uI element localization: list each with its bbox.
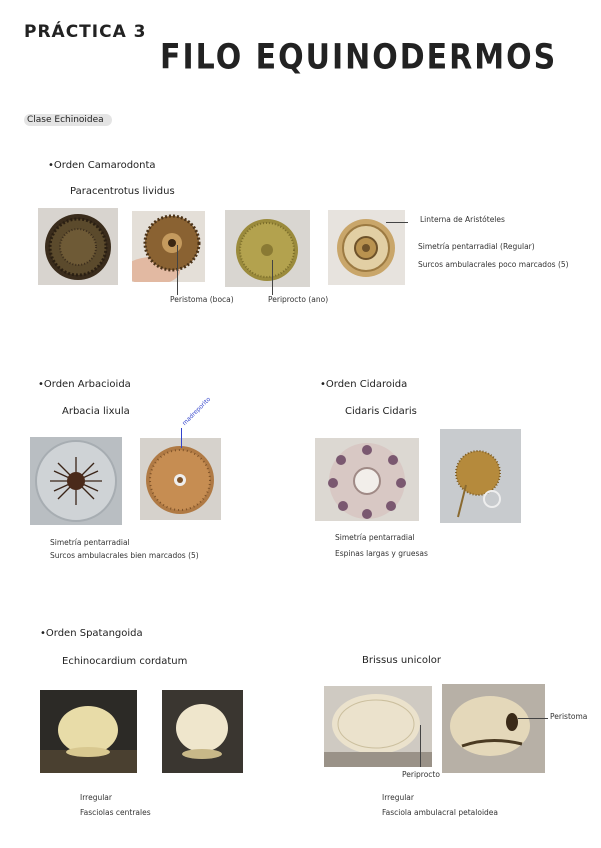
photo-brissus-1 [324,686,432,767]
arbacia-note-1: Simetría pentarradial [50,538,130,547]
photo-echinocardium-1 [40,690,137,773]
species-brissus: Brissus unicolor [362,655,441,666]
photo-paracentrotus-aboral [38,208,118,285]
leader-line-periprocto-brissus [420,725,421,767]
leader-line-peristoma-brissus [518,718,548,719]
order-spatangoida-heading: •Orden Spatangoida [40,628,143,639]
photo-brissus-2 [442,684,545,773]
page-title: FILO EQUINODERMOS [160,37,558,78]
brissus-note-2: Fasciola ambulacral petaloidea [382,808,498,817]
photo-paracentrotus-test [225,210,310,287]
species-paracentrotus: Paracentrotus lividus [70,186,175,197]
leader-line-periprocto [272,260,273,295]
brissus-note-1: Irregular [382,793,414,802]
photo-cidaris-spines [440,429,521,523]
order-cidaroida-heading: •Orden Cidaroida [320,379,408,390]
photo-echinocardium-2 [162,690,243,773]
species-echinocardium: Echinocardium cordatum [62,656,188,667]
leader-line-linterna [386,222,408,223]
order-camarodonta-heading: •Orden Camarodonta [48,160,156,171]
cidaris-note-2: Espinas largas y gruesas [335,549,428,558]
leader-line-peristoma [177,245,178,295]
cidaris-note-1: Simetría pentarradial [335,533,415,542]
photo-paracentrotus-oral [132,211,205,282]
class-heading: Clase Echinoidea [24,114,112,126]
label-peristoma-brissus: Peristoma [550,712,588,721]
label-linterna: Linterna de Aristóteles [420,215,505,224]
arbacia-note-2: Surcos ambulacrales bien marcados (5) [50,551,199,560]
photo-arbacia-test [140,438,221,520]
label-simetria-regular: Simetría pentarradial (Regular) [418,242,535,251]
species-arbacia: Arbacia lixula [62,406,130,417]
photo-cidaris-test [315,438,419,521]
label-periprocto: Periprocto (ano) [268,295,329,304]
label-surcos-poco: Surcos ambulacrales poco marcados (5) [418,260,569,269]
label-peristoma: Peristoma (boca) [170,295,234,304]
practice-number: PRÁCTICA 3 [24,22,147,42]
photo-arbacia-live [30,437,122,525]
leader-line-madreporito [181,428,182,448]
echinocardium-note-1: Irregular [80,793,112,802]
species-cidaris: Cidaris Cidaris [345,406,417,417]
label-madreporito: madreporito [181,395,213,427]
label-periprocto-brissus: Periprocto [402,770,440,779]
echinocardium-note-2: Fasciolas centrales [80,808,151,817]
order-arbacioida-heading: •Orden Arbacioida [38,379,131,390]
